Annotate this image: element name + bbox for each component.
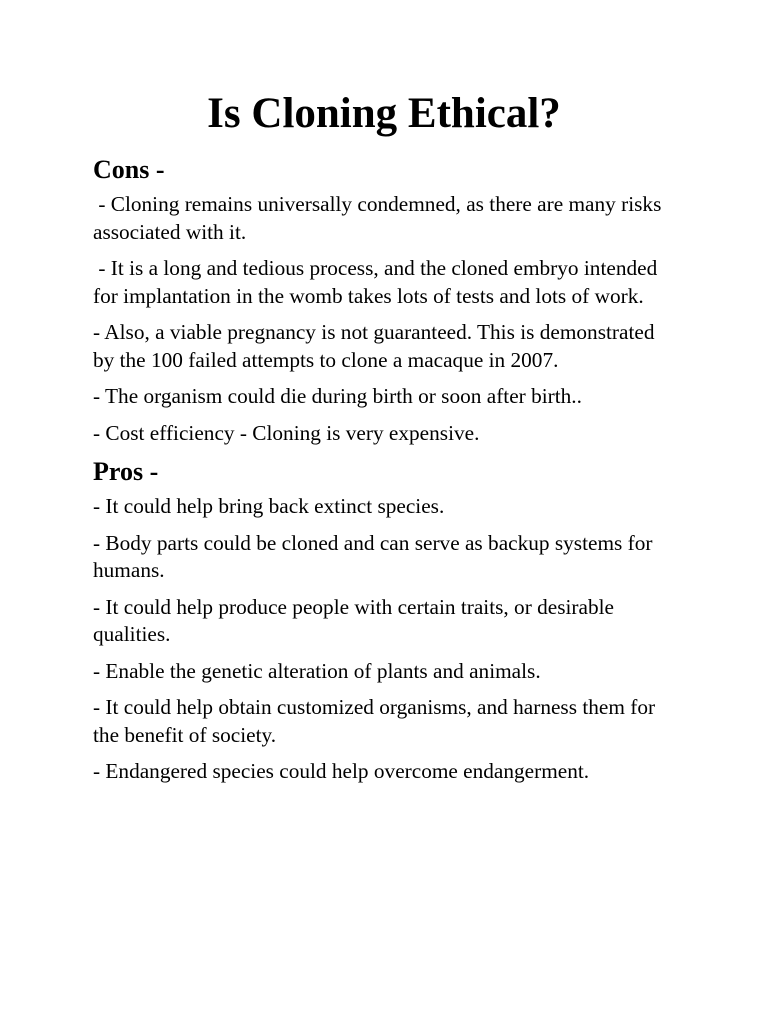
cons-item: - Also, a viable pregnancy is not guaranteed. This is demonstrated by the 100 failed attempts to clone a macaque in 2007. [93,320,660,372]
pros-item: - It could help bring back extinct species. [93,494,445,518]
document-title: Is Cloning Ethical? [207,90,561,137]
pros-item: - Enable the genetic alteration of plants and animals. [93,658,541,683]
cons-item: - It is a long and tedious process, and the cloned embryo intended for implantation in the womb takes lots of tests and lots of work. [93,256,663,308]
pros-heading: Pros - [93,457,159,486]
pros-item: - It could help obtain customized organisms, and harness them for the benefit of society. [93,695,661,747]
cons-item: - Cost efficiency - Cloning is very expensive. [93,420,480,445]
cons-item: - Cloning remains universally condemned, as there are many risks associated with it. [93,192,667,244]
pros-item: - Body parts could be cloned and can serve as backup systems for humans. [93,530,658,582]
cons-item: - The organism could die during birth or soon after birth.. [93,384,582,408]
cons-list [93,191,675,447]
pros-list [93,493,675,786]
pros-item: - Endangered species could help overcome endangerment. [93,759,590,783]
pros-item: - It could help produce people with certain traits, or desirable qualities. [93,594,620,646]
cons-heading: Cons - [93,155,165,184]
